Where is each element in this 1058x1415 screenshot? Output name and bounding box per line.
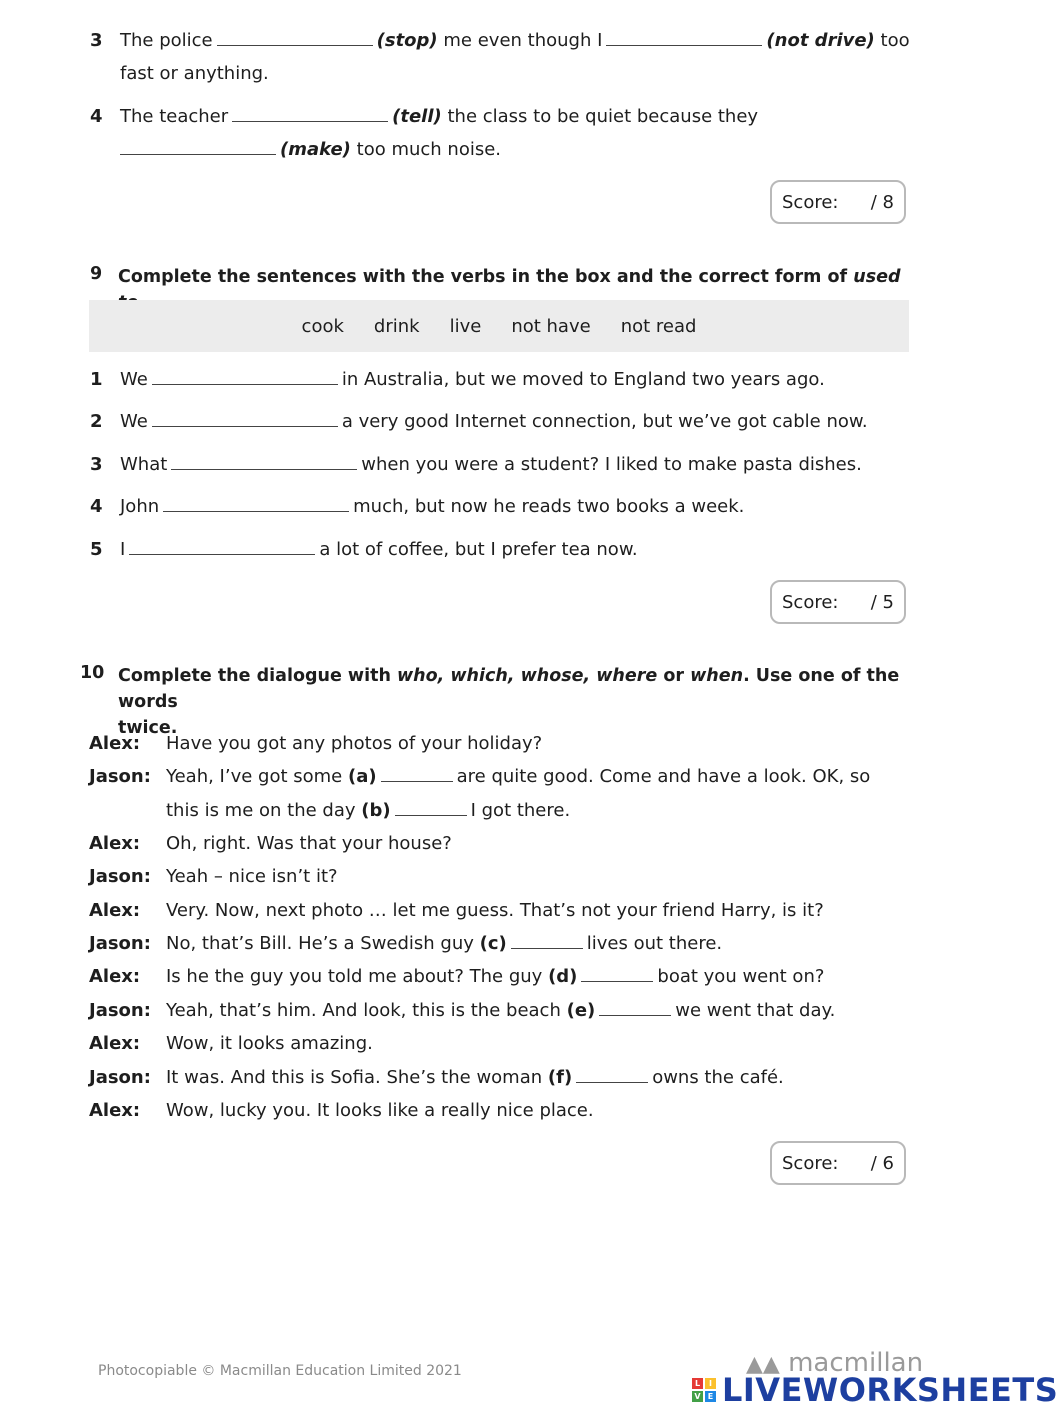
- answer-blank[interactable]: [395, 801, 467, 816]
- gap-label: (e): [566, 1000, 596, 1021]
- liveworksheets-watermark[interactable]: [692, 1372, 1058, 1408]
- dialogue-speaker: Jason:: [89, 1067, 151, 1088]
- score-label: Score:: [782, 1153, 839, 1174]
- gap-label: (d): [548, 966, 578, 987]
- dialogue-text: Wow, it looks amazing.: [166, 1033, 373, 1054]
- gap-label: (f): [547, 1067, 573, 1088]
- gap-label: (c): [479, 933, 507, 954]
- dialogue-text: Yeah – nice isn’t it?: [166, 866, 338, 887]
- dialogue-speaker: Alex:: [89, 733, 141, 754]
- word-option: drink: [373, 315, 420, 337]
- item-number: 4: [90, 496, 103, 517]
- dialogue-speaker: Jason:: [89, 1000, 151, 1021]
- copyright-text: Photocopiable © Macmillan Education Limited 2021: [98, 1363, 462, 1379]
- verb-prompt: (stop): [376, 30, 438, 51]
- exercise-number: 9: [90, 264, 103, 284]
- exercise-heading: [80, 663, 910, 738]
- exercise-instruction: Complete the sentences with the verbs in the box and the correct form of used: [118, 267, 901, 287]
- word-option: not read: [620, 315, 697, 337]
- item-number: 4: [90, 106, 103, 127]
- dialogue-speaker: Jason:: [89, 866, 151, 887]
- sentence-text: me even though I: [443, 30, 603, 51]
- answer-blank[interactable]: [120, 140, 276, 155]
- answer-blank[interactable]: [152, 370, 338, 385]
- dialogue-text: Yeah, I’ve got some (a) are quite good. Come and have a look. OK, so: [166, 766, 871, 787]
- dialogue-text: It was. And this is Sofia. She’s the woman (f) owns the café.: [166, 1067, 784, 1088]
- item-number: 3: [90, 454, 103, 475]
- score-total: / 5: [870, 592, 894, 613]
- score-box: [770, 1141, 906, 1185]
- answer-blank[interactable]: [232, 107, 388, 122]
- score-total: / 6: [870, 1153, 894, 1174]
- word-option: cook: [301, 315, 344, 337]
- answer-blank[interactable]: [217, 31, 373, 46]
- score-total: / 8: [870, 192, 894, 213]
- verb-prompt: (make): [280, 139, 351, 160]
- answer-blank[interactable]: [576, 1068, 648, 1083]
- dialogue-speaker: Alex:: [89, 1100, 141, 1121]
- sentence-line: [120, 30, 910, 51]
- answer-blank[interactable]: [171, 455, 357, 470]
- dialogue-speaker: Alex:: [89, 833, 141, 854]
- answer-blank[interactable]: [511, 934, 583, 949]
- sentence-text: The teacher: [120, 106, 229, 127]
- dialogue-text: No, that’s Bill. He’s a Swedish guy (c) lives out there.: [166, 933, 723, 954]
- item-number: 1: [90, 369, 103, 390]
- answer-blank[interactable]: [606, 31, 762, 46]
- score-box: [770, 580, 906, 624]
- score-label: Score:: [782, 592, 839, 613]
- dialogue-text: Yeah, that’s him. And look, this is the beach (e) we went that day.: [166, 1000, 836, 1021]
- sentence-line: [120, 106, 758, 127]
- dialogue-speaker: Alex:: [89, 1033, 141, 1054]
- sentence-line: We a very good Internet connection, but we’ve got cable now.: [120, 411, 868, 432]
- item-number: 2: [90, 411, 103, 432]
- sentence-text: the class to be quiet because they: [447, 106, 759, 127]
- word-option: not have: [511, 315, 591, 337]
- exercise-instruction: Complete the dialogue with who, which, whose, where or when. Use one of the words twice.: [118, 666, 900, 738]
- dialogue-text: Wow, lucky you. It looks like a really nice place.: [166, 1100, 594, 1121]
- sentence-line: We in Australia, but we moved to England two years ago.: [120, 369, 825, 390]
- sentence-text: fast or anything.: [120, 63, 269, 84]
- answer-blank[interactable]: [163, 497, 349, 512]
- item-number: 3: [90, 30, 103, 51]
- gap-label: (b): [361, 800, 391, 821]
- dialogue-text: Is he the guy you told me about? The guy (d) boat you went on?: [166, 966, 825, 987]
- word-box: [89, 300, 909, 352]
- sentence-line: [120, 139, 501, 160]
- liveworksheets-logo-icon: L I V E: [692, 1378, 716, 1402]
- sentence-text: too: [880, 30, 910, 51]
- score-label: Score:: [782, 192, 839, 213]
- answer-blank[interactable]: [381, 767, 453, 782]
- dialogue-speaker: Jason:: [89, 933, 151, 954]
- answer-blank[interactable]: [152, 412, 338, 427]
- score-box: [770, 180, 906, 224]
- publisher-logo-icon: ▲▲: [746, 1352, 780, 1377]
- dialogue-speaker: Alex:: [89, 966, 141, 987]
- sentence-line: I a lot of coffee, but I prefer tea now.: [120, 539, 638, 560]
- publisher-name: macmillan: [788, 1348, 924, 1378]
- sentence-text: The police: [120, 30, 213, 51]
- dialogue-text: Have you got any photos of your holiday?: [166, 733, 543, 754]
- dialogue-text: Oh, right. Was that your house?: [166, 833, 452, 854]
- dialogue-text: Very. Now, next photo … let me guess. That’s not your friend Harry, is it?: [166, 900, 824, 921]
- item-number: 5: [90, 539, 103, 560]
- gap-label: (a): [348, 766, 377, 787]
- sentence-text: too much noise.: [356, 139, 502, 160]
- sentence-line: What when you were a student? I liked to make pasta dishes.: [120, 454, 862, 475]
- exercise-number: 10: [80, 663, 105, 683]
- answer-blank[interactable]: [129, 540, 315, 555]
- exercise-heading: [90, 264, 910, 290]
- sentence-line: John much, but now he reads two books a week.: [120, 496, 745, 517]
- answer-blank[interactable]: [581, 967, 653, 982]
- verb-prompt: (tell): [392, 106, 442, 127]
- dialogue-speaker: Jason:: [89, 766, 151, 787]
- word-option: live: [449, 315, 482, 337]
- verb-prompt: (not drive): [766, 30, 875, 51]
- watermark-text: LIVEWORKSHEETS: [722, 1371, 1058, 1409]
- dialogue-speaker: Alex:: [89, 900, 141, 921]
- answer-blank[interactable]: [599, 1001, 671, 1016]
- dialogue-text: this is me on the day (b) I got there.: [166, 800, 571, 821]
